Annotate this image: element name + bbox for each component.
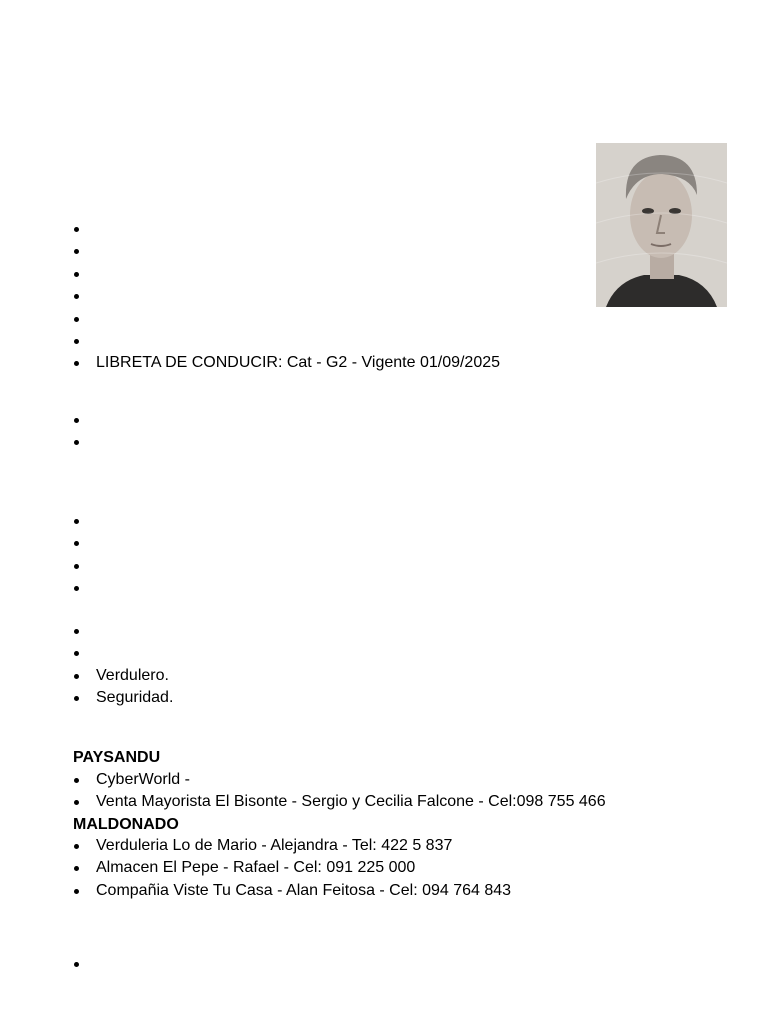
list-item: [72, 577, 96, 599]
list-item: CyberWorld -: [72, 769, 606, 791]
list-item-seguridad: Seguridad.: [72, 687, 173, 709]
list-c: [72, 510, 96, 600]
list-e: [72, 953, 96, 975]
list-item: [72, 330, 500, 352]
list-a: [72, 218, 500, 375]
portrait-photo-icon: [596, 143, 727, 307]
list-item: [72, 532, 96, 554]
list-item-libreta: LIBRETA DE CONDUCIR: Cat - G2 - Vigente 01/09/2025: [72, 352, 500, 374]
list-item: [72, 409, 96, 431]
paysandu-heading: PAYSANDU: [73, 749, 161, 766]
list-item: Venta Mayorista El Bisonte - Sergio y Cecilia Falcone - Cel:098 755 466: [72, 791, 606, 813]
list-item: [72, 218, 500, 240]
list-item: [72, 240, 500, 262]
list-item: [72, 642, 173, 664]
list-item: Compañia Viste Tu Casa - Alan Feitosa - Cel: 094 764 843: [72, 880, 511, 902]
list-item: [72, 555, 96, 577]
list-item: [72, 308, 500, 330]
list-d: [72, 620, 173, 710]
portrait-photo: [596, 143, 727, 307]
list-b: [72, 409, 96, 454]
list-item-verdulero: Verdulero.: [72, 665, 173, 687]
maldonado-list: [72, 835, 511, 902]
list-item: [72, 285, 500, 307]
list-item: [72, 953, 96, 975]
paysandu-list: [72, 769, 606, 814]
list-item: [72, 263, 500, 285]
list-item: [72, 510, 96, 532]
list-item: Verduleria Lo de Mario - Alejandra - Tel: 422 5 837: [72, 835, 511, 857]
maldonado-heading: MALDONADO: [73, 816, 179, 833]
list-item: Almacen El Pepe - Rafael - Cel: 091 225 000: [72, 857, 511, 879]
list-item: [72, 431, 96, 453]
list-item: [72, 620, 173, 642]
